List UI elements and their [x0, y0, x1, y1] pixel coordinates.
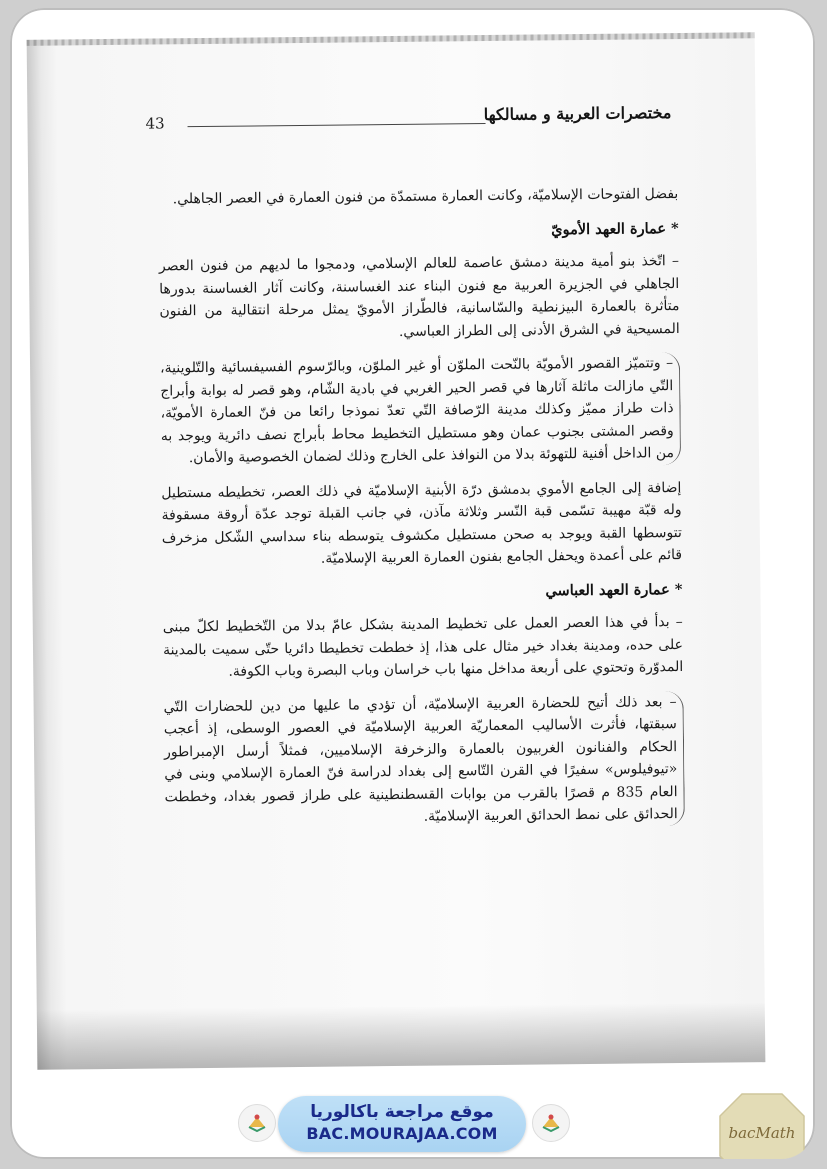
running-head: مختصرات العربية و مسالكها — [483, 103, 672, 125]
scan-bottom-shade — [37, 1002, 766, 1070]
site-link-badge[interactable] — [278, 1096, 526, 1152]
section-heading-umayyad: * عمارة العهد الأمويّ — [551, 219, 679, 238]
intro-paragraph: بفضل الفتوحات الإسلاميّة، وكانت العمارة مستمدّة من فنون العمارة في العصر الجاهلي. — [172, 186, 679, 208]
bacmath-wordmark: bacMath — [728, 1124, 796, 1142]
body-text — [158, 183, 685, 843]
site-logo-icon-right — [532, 1104, 570, 1142]
site-title: موقع مراجعة باكالوريا — [310, 1102, 494, 1122]
bacmath-logo — [714, 1088, 810, 1159]
paragraph-umayyad-1: – اتّخذ بنو أمية مدينة دمشق عاصمة للعالم الإسلامي، ودمجوا ما لديهم من فنون العصر الجاهلي في الجزيرة العربية مع فنون البناء عند الغساسنة، وكانت آثار الغساسنة بدورها متأثرة بالعمارة البيزنطية والسّاسانية، فالطّراز الأمويّ يمثل مرحلة انتقالية من الفنون المسيحية في الشرق الأدنى إلى الطراز العباسي. — [158, 253, 680, 340]
site-logo-icon — [238, 1104, 276, 1142]
header-rule — [188, 123, 486, 127]
paragraph-umayyad-mosque: إضافة إلى الجامع الأموي بدمشق درّة الأبنية الإسلاميّة في ذلك العصر، تخطيطه مستطيل وله قبّة مهيبة تسّمى قبة النّسر وثلاثة مآذن، في جانب القبلة توجد عدّة أروقة مسقوفة تتوسطها القبة ويوجد به صحن مستطيل مكشوف يتوسطه بناء سداسي الشّكل مزخرف قائم على أعمدة ويحفل الجامع بفنون العمارة العربية الإسلاميّة. — [161, 479, 683, 567]
scan-top-edge — [27, 32, 755, 46]
page-number: 43 — [145, 114, 165, 133]
site-url[interactable]: BAC.MOURAJAA.COM — [306, 1124, 498, 1143]
scanned-page — [27, 32, 766, 1070]
section-heading-abbasid: * عمارة العهد العباسي — [545, 580, 683, 599]
paragraph-umayyad-palaces: – وتتميّز القصور الأمويّة بالنّحت الملوّن أو غير الملوّن، وبالرّسوم الفسيفسائية والتّلوينية، التّي مازالت ماثلة آثارها في قصر الحير الغربي في بادية الشّام، وهو قصر له بوابة وأبراج ذات طراز مميّز وكذلك مدينة الرّصافة التّي تعدّ نموذجا رائعا من فنّ العمارة الأمويّة، وقصر المشتى بجنوب عمان وهو مستطيل التخطيط محاط بأبراج نصف دائرية ويوجد به من الداخل أفنية للتهوئة بدلا من النوافذ على الخارج وذلك لضمان الخصوصية والأمان. — [160, 352, 681, 470]
page-frame — [10, 8, 815, 1159]
footer-branding — [10, 1088, 815, 1158]
paragraph-abbasid-1: – بدأ في هذا العصر العمل على تخطيط المدينة بشكل عامّ بدلا من التّخطيط لكلّ مبنى على حده، ومدينة بغداد خير مثال على هذا، إذ خططت تخطيطا دائريا حتّى سميت بالمدينة المدوّرة وتحتوي على أربعة مداخل منها باب خراسان وباب البصرة وباب الكوفة. — [162, 614, 684, 680]
paragraph-abbasid-2: – بعد ذلك أتيح للحضارة العربية الإسلاميّة، أن تؤدي ما عليها من دين للحضارات التّي سبقتها، فأثرت الأساليب المعماريّة العربية الإسلاميّة في العصور الوسطى، إذ أعجب الحكام والفنانون الغربيون بالعمارة والزخرفة الإسلاميين، فمثلاً أرسل الإمبراطور «تيوفيلوس» سفيرًا في القرن التّاسع إلى بغداد لدراسة فنّ العمارة الإسلامي وبنى في العام 835 م قصرًا بالقرب من بوابات القسطنطينية على طراز قصور بغداد، وخططت الحدائق على نمط الحدائق العربية الإسلاميّة. — [164, 690, 685, 830]
